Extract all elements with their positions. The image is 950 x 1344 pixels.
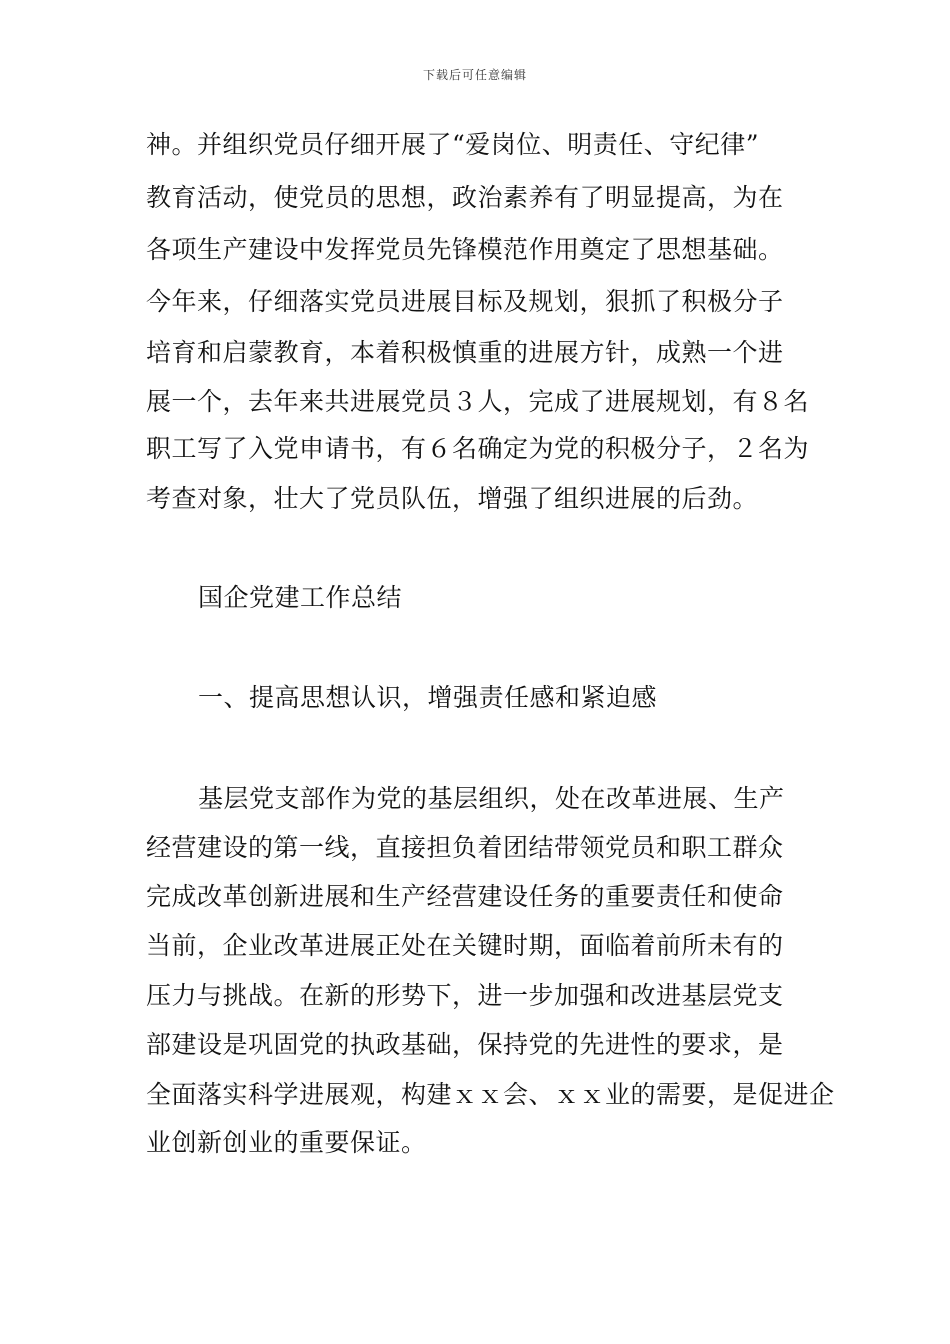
paragraph-2-line: 完成改革创新进展和生产经营建设任务的重要责任和使命 (146, 882, 784, 911)
paragraph-2-line: 当前，企业改革进展正处在关键时期，面临着前所未有的 (146, 931, 784, 960)
paragraph-1-line: 今年来，仔细落实党员进展目标及规划，狠抓了积极分子 (146, 287, 784, 316)
paragraph-2-line: 经营建设的第一线，直接担负着团结带领党员和职工群众 (146, 833, 784, 862)
paragraph-1-line: 考查对象，壮大了党员队伍，增强了组织进展的后劲。 (146, 484, 759, 513)
paragraph-2-line: 业创新创业的重要保证。 (146, 1128, 427, 1157)
section-heading: 一、提高思想认识，增强责任感和紧迫感 (198, 683, 658, 712)
page-header-note: 下载后可任意编辑 (422, 68, 527, 82)
paragraph-1-line: 职工写了入党申请书，有６名确定为党的积极分子，２名为 (146, 434, 810, 463)
paragraph-2-line: 部建设是巩固党的执政基础，保持党的先进性的要求，是 (146, 1030, 784, 1059)
paragraph-2-line: 压力与挑战。在新的形势下，进一步加强和改进基层党支 (146, 981, 784, 1010)
paragraph-1-line: 神。并组织党员仔细开展了“爱岗位、明责任、守纪律” (146, 130, 760, 159)
document-title: 国企党建工作总结 (198, 583, 403, 612)
paragraph-2-line: 全面落实科学进展观，构建ｘｘ会、ｘｘ业的需要，是促进企 (146, 1080, 835, 1109)
paragraph-1-line: 教育活动，使党员的思想，政治素养有了明显提高，为在 (146, 183, 784, 212)
paragraph-1-line: 培育和启蒙教育，本着积极慎重的进展方针，成熟一个进 (146, 338, 784, 367)
paragraph-2-line: 基层党支部作为党的基层组织，处在改革进展、生产 (198, 784, 785, 813)
paragraph-1-line: 展一个，去年来共进展党员３人，完成了进展规划，有８名 (146, 387, 810, 416)
paragraph-1-line: 各项生产建设中发挥党员先锋模范作用奠定了思想基础。 (146, 235, 784, 264)
